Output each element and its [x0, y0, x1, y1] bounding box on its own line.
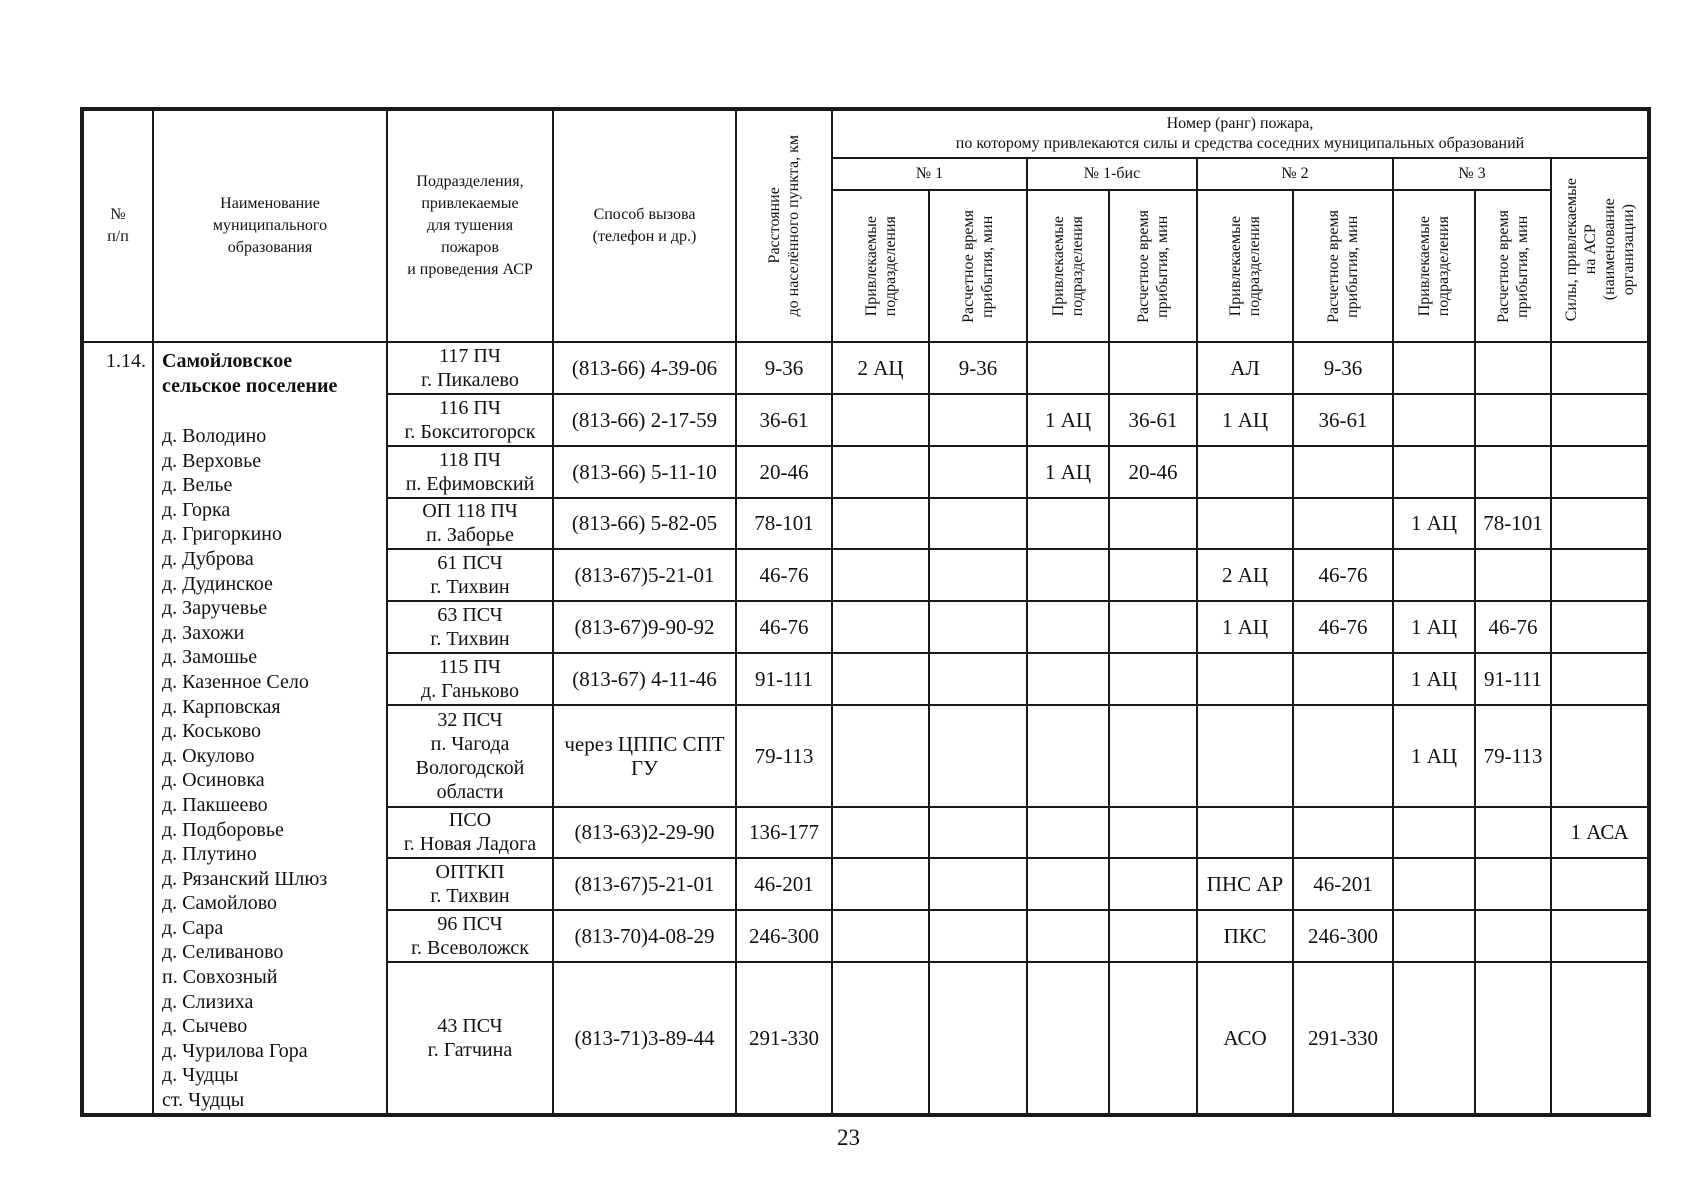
r3u-cell: [1393, 549, 1475, 601]
call-cell: (813-71)3-89-44: [553, 962, 736, 1114]
document-table-wrapper: [82, 109, 1649, 1115]
asr-cell: [1551, 910, 1648, 962]
subheader-r2-involved: [1197, 190, 1293, 342]
rank-title-line-1: Номер (ранг) пожара,: [1166, 115, 1314, 132]
col-header-call-method: [553, 110, 736, 342]
eta-line-1: Расчетное время: [960, 209, 977, 323]
unit-line: п. Заборье: [426, 524, 514, 547]
unit-line: г. Гатчина: [427, 1038, 513, 1061]
r3u-cell: 1 АЦ: [1393, 705, 1475, 807]
fire-forces-table: [82, 109, 1649, 1115]
r1u-cell: 2 АЦ: [832, 342, 929, 394]
dist-cell: 291-330: [736, 962, 832, 1114]
unit-line: ПСО: [448, 809, 492, 832]
r1bu-cell: [1027, 858, 1109, 910]
village-name: д. Казенное Село: [162, 670, 309, 693]
asr-cell: [1551, 858, 1648, 910]
r3t-cell: 79-113: [1475, 705, 1551, 807]
unit-line: 63 ПСЧ: [437, 604, 503, 627]
r1bt-cell: [1109, 601, 1197, 653]
unit-cell: [387, 549, 553, 601]
call-line-1: Способ вызова: [593, 206, 696, 223]
r3u-cell: [1393, 342, 1475, 394]
eta-line-1: Расчетное время: [1325, 209, 1342, 323]
call-cell: через ЦППС СПТ ГУ: [553, 705, 736, 807]
r1bt-cell: [1109, 342, 1197, 394]
r3t-cell: [1475, 446, 1551, 498]
units-line-5: и проведения АСР: [407, 261, 533, 278]
involved-line-2: подразделения: [1246, 215, 1263, 317]
r1u-cell: [832, 858, 929, 910]
r1bu-cell: [1027, 807, 1109, 859]
r2u-cell: АСО: [1197, 962, 1293, 1114]
involved-line-2: подразделения: [881, 215, 899, 317]
involved-line-1: Привлекаемые: [1227, 215, 1244, 317]
asr-cell: [1551, 705, 1648, 807]
units-line-3: для тушения: [426, 217, 514, 234]
asr-cell: [1551, 498, 1648, 550]
r2t-cell: 246-300: [1293, 910, 1393, 962]
unit-line: 116 ПЧ: [439, 396, 501, 419]
involved-line-1: Привлекаемые: [862, 215, 880, 317]
r1t-cell: [929, 394, 1027, 446]
unit-cell: [387, 910, 553, 962]
eta-line-1: Расчетное время: [1135, 209, 1152, 323]
unit-line: 115 ПЧ: [439, 655, 501, 678]
r3u-cell: 1 АЦ: [1393, 601, 1475, 653]
eta-line-1: Расчетное время: [1495, 209, 1512, 323]
dist-cell: 36-61: [736, 394, 832, 446]
subheader-r1-eta: [929, 190, 1027, 342]
unit-line: Вологодской: [415, 756, 525, 779]
units-line-1: Подразделения,: [416, 173, 524, 190]
dist-cell: 20-46: [736, 446, 832, 498]
r2u-cell: [1197, 705, 1293, 807]
r1bu-cell: [1027, 705, 1109, 807]
r1t-cell: [929, 653, 1027, 705]
r1u-cell: [832, 962, 929, 1114]
r1u-cell: [832, 910, 929, 962]
involved-line-1: Привлекаемые: [1416, 215, 1433, 317]
r2u-cell: [1197, 446, 1293, 498]
rank-title-line-2: по которому привлекаются силы и средства соседних муниципальных образований: [955, 135, 1525, 152]
eta-line-2: прибытия, мин: [1514, 214, 1531, 318]
r3t-cell: [1475, 807, 1551, 859]
unit-line: 32 ПСЧ: [437, 708, 503, 731]
r2t-cell: [1293, 498, 1393, 550]
village-name: д. Самойлово: [162, 892, 278, 915]
r1u-cell: [832, 394, 929, 446]
subheader-r1-involved: [832, 190, 929, 342]
r1bu-cell: [1027, 549, 1109, 601]
muni-line-2: муниципального: [212, 217, 328, 234]
unit-line: г. Тихвин: [430, 576, 510, 599]
asr-line-3: (наименование: [1600, 198, 1618, 301]
village-name: д. Верховье: [162, 449, 262, 472]
asr-line-1: Силы, привлекаемые: [1562, 178, 1580, 322]
asr-cell: [1551, 394, 1648, 446]
dist-cell: 46-76: [736, 601, 832, 653]
village-name: д. Дудинское: [162, 572, 273, 595]
r1bu-cell: 1 АЦ: [1027, 394, 1109, 446]
municipality-title-1: Самойловское: [162, 350, 293, 372]
r3t-cell: [1475, 549, 1551, 601]
r1bu-cell: [1027, 498, 1109, 550]
col-header-distance: [736, 110, 832, 342]
unit-cell: [387, 807, 553, 859]
call-cell: (813-66) 2-17-59: [553, 394, 736, 446]
r2u-cell: ПКС: [1197, 910, 1293, 962]
r1bu-cell: [1027, 601, 1109, 653]
r1t-cell: [929, 962, 1027, 1114]
units-line-2: привлекаемые: [421, 195, 519, 212]
village-name: д. Окулово: [162, 744, 255, 767]
r1bt-cell: 36-61: [1109, 394, 1197, 446]
r1bt-cell: [1109, 910, 1197, 962]
unit-cell: [387, 394, 553, 446]
call-cell: (813-66) 5-82-05: [553, 498, 736, 550]
village-name: д. Григоркино: [162, 523, 283, 546]
unit-line: г. Бокситогорск: [404, 420, 536, 443]
r2t-cell: [1293, 705, 1393, 807]
r2t-cell: 291-330: [1293, 962, 1393, 1114]
call-cell: (813-66) 4-39-06: [553, 342, 736, 394]
r1t-cell: [929, 549, 1027, 601]
village-name: д. Рязанский Шлюз: [162, 867, 328, 890]
unit-line: г. Пикалево: [421, 368, 519, 391]
subheader-r1b-eta: [1109, 190, 1197, 342]
r1u-cell: [832, 498, 929, 550]
unit-cell: [387, 858, 553, 910]
village-name: д. Чурилова Гора: [162, 1039, 308, 1062]
col-header-asr: [1551, 158, 1648, 342]
village-name: д. Велье: [162, 474, 233, 497]
r1t-cell: [929, 446, 1027, 498]
call-cell: (813-66) 5-11-10: [553, 446, 736, 498]
unit-cell: [387, 962, 553, 1114]
dist-cell: 136-177: [736, 807, 832, 859]
r3u-cell: [1393, 394, 1475, 446]
involved-line-2: подразделения: [1069, 215, 1086, 317]
unit-line: г. Тихвин: [430, 628, 510, 651]
unit-line: ОП 118 ПЧ: [422, 500, 518, 523]
rank-2-header: № 2: [1197, 158, 1393, 190]
r1u-cell: [832, 549, 929, 601]
eta-line-2: прибытия, мин: [1154, 214, 1171, 318]
r1t-cell: 9-36: [929, 342, 1027, 394]
asr-cell: [1551, 549, 1648, 601]
call-cell: (813-67)5-21-01: [553, 858, 736, 910]
r3u-cell: [1393, 910, 1475, 962]
village-name: д. Чудцы: [162, 1064, 239, 1087]
unit-line: п. Чагода: [430, 732, 510, 755]
unit-line: г. Тихвин: [430, 885, 510, 908]
r1u-cell: [832, 653, 929, 705]
village-name: д. Дуброва: [162, 547, 254, 570]
rank-1-header: № 1: [832, 158, 1027, 190]
r2u-cell: 1 АЦ: [1197, 394, 1293, 446]
distance-line-2: до населённого пункта, км: [785, 135, 802, 317]
r1u-cell: [832, 601, 929, 653]
village-name: д. Селиваново: [162, 941, 284, 964]
asr-cell: [1551, 342, 1648, 394]
r2t-cell: 9-36: [1293, 342, 1393, 394]
distance-line-1: Расстояние: [766, 187, 783, 265]
asr-cell: [1551, 601, 1648, 653]
muni-line-3: образования: [227, 239, 313, 256]
r1bu-cell: 1 АЦ: [1027, 446, 1109, 498]
involved-line-1: Привлекаемые: [1050, 215, 1067, 317]
village-name: д. Захожи: [162, 621, 245, 644]
village-name: д. Подборовье: [162, 818, 284, 841]
village-name: д. Осиновка: [162, 769, 265, 792]
village-name: д. Карповская: [162, 695, 281, 718]
r1u-cell: [832, 807, 929, 859]
unit-line: 117 ПЧ: [439, 344, 501, 367]
r2t-cell: 46-76: [1293, 601, 1393, 653]
rank-3-header: № 3: [1393, 158, 1551, 190]
r2t-cell: [1293, 807, 1393, 859]
unit-line: д. Ганьково: [421, 679, 519, 702]
village-name: д. Плутино: [162, 843, 257, 866]
unit-cell: [387, 342, 553, 394]
r1t-cell: [929, 601, 1027, 653]
r2u-cell: 1 АЦ: [1197, 601, 1293, 653]
r3t-cell: [1475, 342, 1551, 394]
subheader-r3-involved: [1393, 190, 1475, 342]
asr-line-2: на АСР: [1581, 225, 1599, 275]
unit-cell: [387, 705, 553, 807]
municipality-title-2: сельское поселение: [162, 375, 338, 397]
num-line-1: №: [110, 206, 126, 223]
call-cell: (813-67)9-90-92: [553, 601, 736, 653]
r2u-cell: АЛ: [1197, 342, 1293, 394]
r1bu-cell: [1027, 910, 1109, 962]
r3t-cell: [1475, 858, 1551, 910]
unit-line: 96 ПСЧ: [437, 913, 503, 936]
col-header-rank-group: [832, 110, 1648, 158]
r2t-cell: [1293, 446, 1393, 498]
col-header-municipality: [153, 110, 387, 342]
asr-cell: [1551, 446, 1648, 498]
r1bt-cell: [1109, 653, 1197, 705]
r1bt-cell: [1109, 549, 1197, 601]
village-name: д. Замошье: [162, 646, 258, 669]
units-line-4: пожаров: [441, 239, 499, 256]
r3t-cell: [1475, 910, 1551, 962]
village-name: ст. Чудцы: [162, 1089, 245, 1112]
dist-cell: 46-76: [736, 549, 832, 601]
unit-line: п. Ефимовский: [405, 472, 535, 495]
r3t-cell: [1475, 962, 1551, 1114]
village-name: д. Слизиха: [162, 990, 254, 1013]
unit-line: г. Новая Ладога: [403, 833, 537, 856]
r1t-cell: [929, 807, 1027, 859]
r1bu-cell: [1027, 653, 1109, 705]
row-number: 1.14.: [83, 342, 153, 1114]
subheader-r3-eta: [1475, 190, 1551, 342]
r1u-cell: [832, 705, 929, 807]
table-body: [83, 342, 1648, 1114]
num-line-2: п/п: [107, 228, 129, 245]
muni-line-1: Наименование: [220, 195, 320, 212]
dist-cell: 79-113: [736, 705, 832, 807]
r2t-cell: 46-201: [1293, 858, 1393, 910]
subheader-r2-eta: [1293, 190, 1393, 342]
dist-cell: 46-201: [736, 858, 832, 910]
r1bt-cell: [1109, 498, 1197, 550]
r3t-cell: 91-111: [1475, 653, 1551, 705]
r3u-cell: 1 АЦ: [1393, 498, 1475, 550]
dist-cell: 9-36: [736, 342, 832, 394]
eta-line-2: прибытия, мин: [1344, 214, 1361, 318]
r2u-cell: 2 АЦ: [1197, 549, 1293, 601]
dist-cell: 78-101: [736, 498, 832, 550]
unit-cell: [387, 653, 553, 705]
r3u-cell: 1 АЦ: [1393, 653, 1475, 705]
asr-line-4: организации): [1619, 204, 1637, 296]
r1t-cell: [929, 910, 1027, 962]
unit-cell: [387, 601, 553, 653]
call-cell: (813-67) 4-11-46: [553, 653, 736, 705]
r1bu-cell: [1027, 962, 1109, 1114]
call-cell: (813-70)4-08-29: [553, 910, 736, 962]
unit-cell: [387, 446, 553, 498]
village-name: д. Горка: [162, 498, 231, 521]
unit-line: 61 ПСЧ: [437, 552, 503, 575]
municipality-cell: [153, 342, 387, 1114]
unit-cell: [387, 498, 553, 550]
village-name: д. Коськово: [162, 720, 262, 743]
asr-cell: [1551, 653, 1648, 705]
dist-cell: 91-111: [736, 653, 832, 705]
col-header-units: [387, 110, 553, 342]
r1bu-cell: [1027, 342, 1109, 394]
village-name: д. Сара: [162, 916, 224, 939]
r2u-cell: [1197, 807, 1293, 859]
r1bt-cell: [1109, 962, 1197, 1114]
page-number: 23: [837, 1125, 860, 1150]
r2u-cell: [1197, 653, 1293, 705]
village-name: п. Совхозный: [162, 966, 278, 989]
unit-line: 43 ПСЧ: [437, 1014, 503, 1037]
village-name: д. Заручевье: [162, 597, 268, 620]
r3u-cell: [1393, 446, 1475, 498]
r1t-cell: [929, 498, 1027, 550]
unit-line: г. Всеволожск: [411, 937, 529, 960]
r2t-cell: 46-76: [1293, 549, 1393, 601]
r3t-cell: [1475, 394, 1551, 446]
r3u-cell: [1393, 807, 1475, 859]
asr-cell: 1 АСА: [1551, 807, 1648, 859]
r2u-cell: ПНС АР: [1197, 858, 1293, 910]
r2u-cell: [1197, 498, 1293, 550]
eta-line-2: прибытия, мин: [979, 214, 996, 318]
village-name: д. Сычево: [162, 1015, 248, 1038]
r2t-cell: [1293, 653, 1393, 705]
r3u-cell: [1393, 962, 1475, 1114]
dist-cell: 246-300: [736, 910, 832, 962]
asr-cell: [1551, 962, 1648, 1114]
table-row: [83, 342, 1648, 394]
r1t-cell: [929, 705, 1027, 807]
call-cell: (813-67)5-21-01: [553, 549, 736, 601]
call-cell: (813-63)2-29-90: [553, 807, 736, 859]
unit-line: 118 ПЧ: [439, 448, 501, 471]
r3u-cell: [1393, 858, 1475, 910]
subheader-r1b-involved: [1027, 190, 1109, 342]
r3t-cell: 78-101: [1475, 498, 1551, 550]
r3t-cell: 46-76: [1475, 601, 1551, 653]
village-name: д. Пакшеево: [162, 793, 268, 816]
r1t-cell: [929, 858, 1027, 910]
r2t-cell: 36-61: [1293, 394, 1393, 446]
rank-1bis-header: № 1-бис: [1027, 158, 1197, 190]
r1bt-cell: [1109, 807, 1197, 859]
r1bt-cell: 20-46: [1109, 446, 1197, 498]
r1bt-cell: [1109, 858, 1197, 910]
col-header-number: [83, 110, 153, 342]
unit-line: области: [436, 780, 504, 803]
r1u-cell: [832, 446, 929, 498]
unit-line: ОПТКП: [435, 861, 505, 884]
involved-line-2: подразделения: [1435, 215, 1452, 317]
call-line-2: (телефон и др.): [592, 228, 697, 245]
r1bt-cell: [1109, 705, 1197, 807]
village-name: д. Володино: [162, 425, 267, 447]
